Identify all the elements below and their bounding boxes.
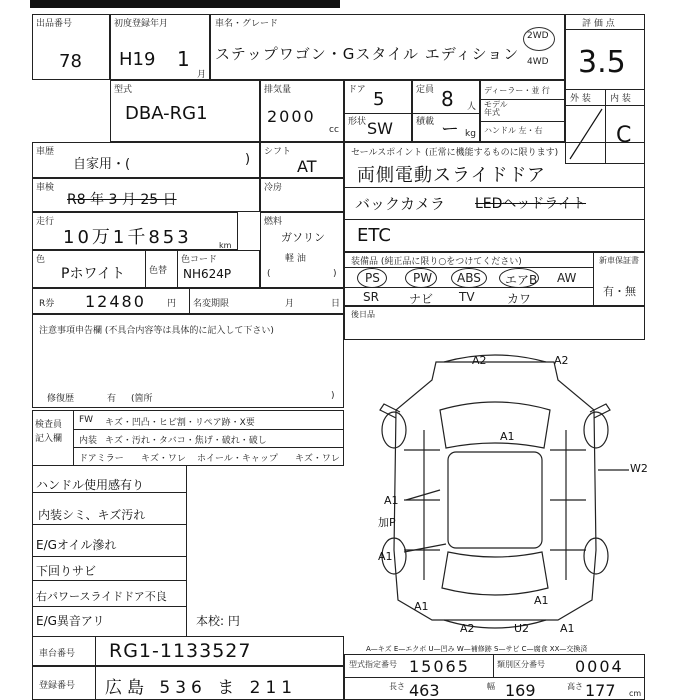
equipment-cell	[344, 252, 645, 306]
sales-line-2b: LEDヘッドライト	[475, 196, 587, 212]
new-warranty-value: 有・無	[603, 285, 636, 298]
handle-label: ハンドル 左・右	[484, 126, 543, 135]
load-label: 積載	[416, 117, 435, 127]
type-value: DBA-RG1	[125, 103, 208, 124]
oil-close: )	[333, 269, 337, 279]
load-unit: kg	[465, 129, 476, 139]
lot-cell	[32, 14, 110, 80]
model-name: ステップワゴン・Gスタイル エディション	[215, 45, 520, 63]
repair-place: (箇所	[131, 394, 153, 404]
int-score: C	[616, 123, 632, 148]
diag-label-8: A1	[414, 600, 429, 613]
ac-cell	[260, 178, 344, 212]
type-label: 型式	[114, 85, 133, 95]
remark-4: 下回りサビ	[36, 564, 97, 578]
r-value: 12480	[85, 292, 146, 311]
cert-label: 型式指定番号	[349, 660, 397, 669]
doors-value: 5	[373, 89, 385, 110]
chassis-cell	[32, 636, 344, 666]
after-label: 後日品	[351, 310, 375, 319]
equipment-label: 装備品 (純正品に限り○をつけてください)	[351, 257, 522, 267]
equip-tv: TV	[459, 290, 475, 304]
equipment-row-1	[345, 267, 593, 287]
sales-points-label: セールスポイント (正常に機能するものに限ります)	[351, 148, 559, 158]
model-label: 車名・グレード	[215, 19, 279, 29]
inspector-wheel: ホイール・キャップ	[197, 454, 278, 464]
dealer-cell	[480, 80, 565, 142]
car-damage-diagram	[344, 340, 648, 640]
equip-leather: カワ	[507, 292, 532, 306]
cert-cell	[344, 654, 645, 700]
cert-value: 15065	[409, 657, 470, 676]
equip-ps: PS	[365, 271, 380, 285]
remarks-area	[32, 466, 344, 636]
yen-unit: 円	[167, 299, 177, 309]
chassis-value: RG1-1133527	[109, 640, 252, 662]
remark-6: E/G異音アリ	[36, 614, 105, 628]
ext-label: 外 装	[570, 94, 591, 104]
lot-number: 78	[59, 51, 82, 72]
score-value: 3.5	[578, 45, 626, 80]
mileage-label: 走行	[36, 217, 55, 227]
inspector-label-1: 検査員	[35, 420, 63, 430]
fuel-label: 燃料	[264, 217, 283, 227]
rear-window	[442, 552, 548, 595]
day-label: 日	[331, 299, 341, 309]
repair-close: )	[331, 391, 335, 401]
sales-line-1: 両側電動スライドドア	[357, 165, 546, 186]
reg-cell	[32, 666, 344, 700]
oil-open: (	[267, 269, 271, 279]
windshield	[440, 402, 550, 448]
era-year: H19	[119, 49, 156, 70]
remark-5: 右パワースライドドア不良	[36, 590, 167, 603]
width-value: 169	[505, 681, 536, 700]
ac-label: 冷房	[264, 183, 283, 193]
equipment-row-2	[345, 287, 593, 305]
diag-label-7: A1	[534, 594, 549, 607]
usage-close: )	[245, 152, 251, 167]
displacement-value: 2000	[267, 107, 316, 126]
equip-sr: SR	[363, 290, 379, 304]
dealer-label: ディーラー・並 行	[484, 86, 550, 95]
repair-label: 修復歴	[47, 394, 75, 404]
diag-label-0: A2	[472, 354, 487, 367]
remark-7: 本校: 円	[196, 614, 240, 628]
mirror-left	[380, 404, 400, 418]
inspector-int-label: 内装	[79, 436, 98, 446]
inspector-mirror-values: キズ・ワレ	[141, 454, 186, 464]
length-label: 長さ	[389, 682, 405, 691]
inspection-cell	[32, 178, 260, 212]
cc-unit: cc	[329, 125, 339, 135]
equip-abs-circle	[451, 268, 487, 288]
equip-ps-circle	[357, 268, 387, 288]
capacity-cell	[412, 80, 480, 142]
score-label: 評 価 点	[582, 19, 615, 29]
sales-line-2a: バックカメラ	[355, 195, 446, 213]
inspector-wheel-values: キズ・ワレ	[295, 454, 340, 464]
inspection-label: 車検	[36, 183, 55, 193]
chassis-label: 車台番号	[39, 649, 76, 659]
shift-value: AT	[297, 157, 317, 176]
color-label: 色	[36, 255, 46, 265]
legend: A—キズ E—エクボ U—凹み W—補修跡 S—サビ C—腐食 XX—交換済	[366, 645, 588, 653]
door-cell	[344, 80, 412, 142]
fuel-value: ガソリン	[281, 231, 325, 244]
mileage-unit: km	[219, 241, 232, 250]
inspector-fw-label: FW	[79, 415, 94, 425]
remark-1: ハンドル使用感有り	[36, 478, 145, 492]
month-unit: 月	[197, 70, 207, 80]
inspector-mirror: ドアミラー	[79, 454, 124, 464]
shift-cell	[260, 142, 344, 178]
sales-line-3: ETC	[357, 225, 391, 246]
sales-points-cell	[344, 142, 645, 252]
displacement-label: 排気量	[264, 85, 292, 95]
equip-airbag: エアB	[505, 273, 538, 287]
reg-label: 登録番号	[39, 681, 76, 691]
notes-cell	[32, 314, 344, 408]
inspector-fw-text: キズ・凹凸・ヒビ割・リペア跡・X要	[105, 418, 255, 428]
capacity-value: 8	[441, 87, 454, 111]
after-cell	[344, 306, 645, 340]
equip-pw: PW	[413, 271, 433, 285]
type-cell	[110, 80, 260, 142]
diag-label-2: A1	[500, 430, 515, 443]
repair-value: 有	[107, 394, 117, 404]
fuel-cell	[260, 212, 344, 288]
diag-label-10: U2	[514, 622, 530, 635]
reg-month: 1	[177, 47, 190, 71]
new-warranty-label: 新車保証書	[599, 256, 639, 265]
length-value: 463	[409, 681, 440, 700]
model-year-label: モデル年式	[484, 100, 508, 117]
oil-label: 軽 油	[285, 254, 306, 264]
lot-label: 出品番号	[36, 19, 73, 29]
mileage-value: 10万1千853	[63, 227, 192, 248]
width-label: 幅	[487, 682, 495, 691]
shape-label: 形状	[348, 117, 367, 127]
class-value: 0004	[575, 657, 624, 676]
equip-pw-circle	[405, 268, 437, 288]
reg-value: 広島 536 ま 211	[105, 678, 298, 698]
diag-label-4: A1	[384, 494, 399, 507]
first-reg-cell	[110, 14, 210, 80]
load-value: ー	[441, 119, 459, 140]
equip-abs: ABS	[457, 271, 481, 285]
r-label: R券	[39, 299, 55, 309]
name-change-label: 名変期限	[193, 299, 230, 309]
capacity-unit: 人	[467, 102, 477, 112]
class-label: 類別区分番号	[497, 660, 545, 669]
r-cell	[32, 288, 344, 314]
diag-label-6: A1	[378, 550, 393, 563]
usage-label: 車歴	[36, 147, 55, 157]
capacity-label: 定員	[416, 85, 435, 95]
model-cell	[210, 14, 565, 80]
mileage-cell	[32, 212, 238, 250]
color-code-label: 色コード	[181, 255, 218, 265]
diag-label-1: A2	[554, 354, 569, 367]
inspector-cell	[32, 410, 344, 466]
color-cell	[32, 250, 260, 288]
height-value: 177	[585, 681, 616, 700]
first-reg-label: 初度登録年月	[114, 19, 169, 29]
usage-cell	[32, 142, 260, 178]
color-value: Pホワイト	[61, 266, 126, 282]
month-label: 月	[285, 299, 295, 309]
displacement-cell	[260, 80, 344, 142]
shape-value: SW	[367, 119, 393, 138]
drive-4wd: 4WD	[527, 57, 549, 67]
height-unit: cm	[629, 689, 642, 698]
mirror-right	[590, 404, 610, 418]
diag-label-11: A1	[560, 622, 575, 635]
equip-navi: ナビ	[409, 292, 434, 306]
diag-label-9: A2	[460, 622, 475, 635]
front-bumper	[444, 355, 546, 362]
inspector-label-2: 記入欄	[35, 434, 63, 444]
top-bar	[30, 0, 340, 8]
inspector-int-text: キズ・汚れ・タバコ・焦げ・破れ・破し	[105, 436, 267, 446]
remark-2: 内装シミ、キズ汚れ	[38, 508, 146, 522]
roof	[448, 452, 542, 548]
int-label: 内 装	[610, 94, 631, 104]
shift-label: シフト	[264, 147, 292, 157]
remark-3: E/Gオイル滲れ	[36, 538, 117, 552]
color-code-value: NH624P	[183, 267, 232, 281]
equip-aw: AW	[557, 271, 577, 285]
height-label: 高さ	[567, 682, 583, 691]
diag-label-5: 加P	[378, 516, 396, 529]
usage-value: 自家用・(	[73, 157, 131, 172]
equip-airbag-circle	[499, 268, 539, 288]
color-change-label: 色替	[149, 266, 168, 276]
notes-label: 注意事項申告欄 (不具合内容等は具体的に記入して下さい)	[39, 326, 274, 336]
drive-2wd: 2WD	[527, 31, 549, 41]
doors-label: ドア	[348, 85, 366, 95]
inspection-value: R8 年 3 月 25 日	[67, 192, 177, 208]
diag-label-3: W2	[630, 462, 648, 475]
